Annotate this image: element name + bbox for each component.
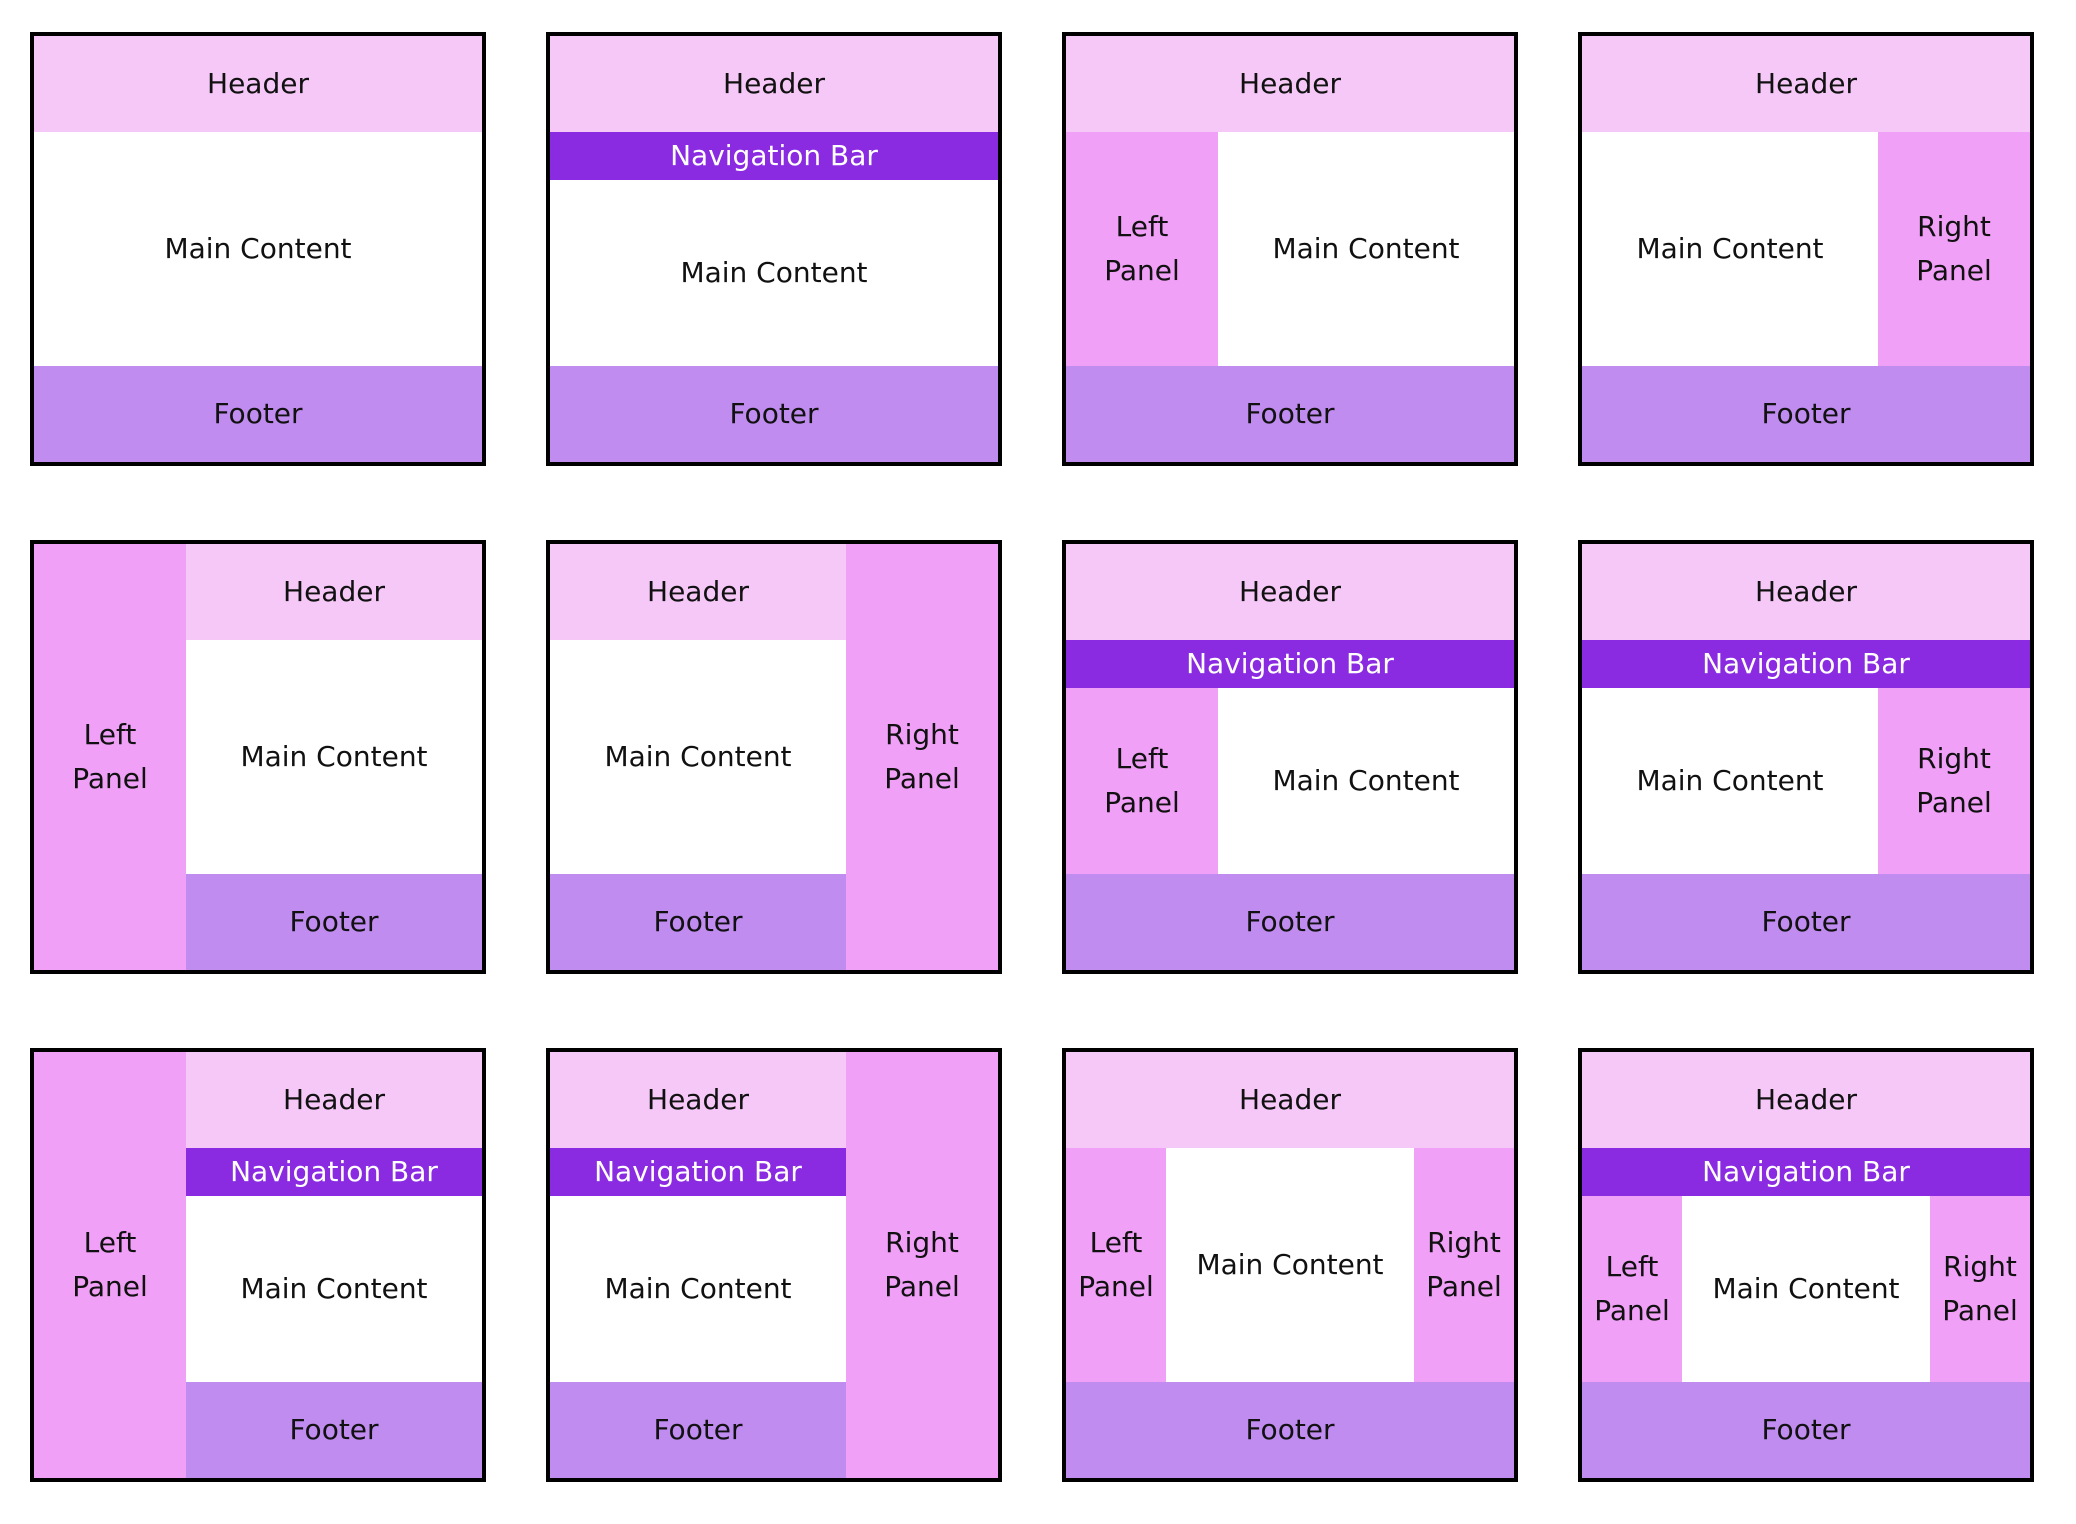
main-content: [1218, 132, 1514, 366]
navigation-bar-label: Navigation Bar: [1702, 647, 1910, 680]
left-panel-label-line-1: Left: [1089, 1226, 1143, 1259]
footer-label: Footer: [1245, 905, 1335, 938]
layout-4: [1578, 32, 2034, 466]
right-panel: [1414, 1148, 1514, 1382]
main-content-label: Main Content: [604, 1272, 792, 1305]
main-content-label: Main Content: [680, 256, 868, 289]
navigation-bar: [550, 1148, 846, 1196]
footer: [1582, 1382, 2030, 1478]
main-content-label: Main Content: [1636, 232, 1824, 265]
main-content: [186, 1196, 482, 1382]
header: [550, 1052, 846, 1148]
right-panel-label-line-2: Panel: [884, 762, 960, 795]
header: [186, 1052, 482, 1148]
footer-label: Footer: [289, 905, 379, 938]
main-content: [34, 132, 482, 366]
main-content-label: Main Content: [604, 740, 792, 773]
header: [1066, 544, 1514, 640]
header: [1582, 36, 2030, 132]
right-panel-label-line-2: Panel: [884, 1270, 960, 1303]
layout-12: [1578, 1048, 2034, 1482]
main-content-label: Main Content: [1712, 1272, 1900, 1305]
header: [550, 36, 998, 132]
main-content-label: Main Content: [1272, 232, 1460, 265]
footer-label: Footer: [1245, 1413, 1335, 1446]
right-panel: [1878, 688, 2030, 874]
right-panel-label-line-2: Panel: [1426, 1270, 1502, 1303]
layout-3: [1062, 32, 1518, 466]
header: [1066, 36, 1514, 132]
navigation-bar: [186, 1148, 482, 1196]
header-label: Header: [647, 1083, 749, 1116]
main-content: [1682, 1196, 1930, 1382]
layout-11: [1062, 1048, 1518, 1482]
navigation-bar: [550, 132, 998, 180]
right-panel-label-line-1: Right: [1917, 742, 1991, 775]
right-panel: [1930, 1196, 2030, 1382]
footer-label: Footer: [653, 905, 743, 938]
main-content: [1218, 688, 1514, 874]
footer-label: Footer: [289, 1413, 379, 1446]
main-content-label: Main Content: [1196, 1248, 1384, 1281]
header-label: Header: [1755, 1083, 1857, 1116]
left-panel-label-line-2: Panel: [1104, 786, 1180, 819]
right-panel-label-line-1: Right: [1917, 210, 1991, 243]
footer-label: Footer: [1761, 397, 1851, 430]
navigation-bar-label: Navigation Bar: [670, 139, 878, 172]
right-panel: [846, 544, 998, 970]
footer: [1066, 1382, 1514, 1478]
right-panel-label-line-2: Panel: [1942, 1294, 2018, 1327]
footer: [1582, 874, 2030, 970]
main-content: [186, 640, 482, 874]
header-label: Header: [1239, 1083, 1341, 1116]
main-content: [1166, 1148, 1414, 1382]
layout-10: [546, 1048, 1002, 1482]
left-panel-label-line-2: Panel: [1078, 1270, 1154, 1303]
footer: [550, 366, 998, 462]
left-panel-label-line-1: Left: [83, 718, 137, 751]
header-label: Header: [1755, 67, 1857, 100]
left-panel-label-line-1: Left: [83, 1226, 137, 1259]
right-panel-label-line-1: Right: [1427, 1226, 1501, 1259]
footer-label: Footer: [729, 397, 819, 430]
main-content-label: Main Content: [240, 740, 428, 773]
header-label: Header: [723, 67, 825, 100]
navigation-bar-label: Navigation Bar: [594, 1155, 802, 1188]
left-panel-label-line-1: Left: [1115, 210, 1169, 243]
layout-2: [546, 32, 1002, 466]
left-panel-label-line-2: Panel: [1104, 254, 1180, 287]
right-panel-label-line-2: Panel: [1916, 254, 1992, 287]
main-content-label: Main Content: [1272, 764, 1460, 797]
main-content-label: Main Content: [240, 1272, 428, 1305]
layout-6: [546, 540, 1002, 974]
navigation-bar: [1582, 640, 2030, 688]
main-content: [550, 640, 846, 874]
navigation-bar-label: Navigation Bar: [1186, 647, 1394, 680]
header-label: Header: [1239, 67, 1341, 100]
layout-1: [30, 32, 486, 466]
footer-label: Footer: [1761, 1413, 1851, 1446]
right-panel: [846, 1052, 998, 1478]
layout-8: [1578, 540, 2034, 974]
header: [1582, 1052, 2030, 1148]
header-label: Header: [1239, 575, 1341, 608]
left-panel-label-line-1: Left: [1115, 742, 1169, 775]
left-panel-label-line-2: Panel: [72, 762, 148, 795]
left-panel: [1582, 1196, 1682, 1382]
main-content-label: Main Content: [164, 232, 352, 265]
layout-7: [1062, 540, 1518, 974]
header: [1582, 544, 2030, 640]
right-panel: [1878, 132, 2030, 366]
main-content: [550, 1196, 846, 1382]
footer-label: Footer: [1245, 397, 1335, 430]
footer: [186, 874, 482, 970]
footer: [1582, 366, 2030, 462]
left-panel: [1066, 1148, 1166, 1382]
main-content: [1582, 688, 1878, 874]
footer-label: Footer: [213, 397, 303, 430]
right-panel-label-line-1: Right: [885, 718, 959, 751]
header-label: Header: [1755, 575, 1857, 608]
navigation-bar-label: Navigation Bar: [230, 1155, 438, 1188]
header: [550, 544, 846, 640]
header: [34, 36, 482, 132]
footer-label: Footer: [653, 1413, 743, 1446]
footer: [550, 874, 846, 970]
main-content: [550, 180, 998, 366]
header-label: Header: [647, 575, 749, 608]
navigation-bar: [1582, 1148, 2030, 1196]
footer: [1066, 366, 1514, 462]
header: [1066, 1052, 1514, 1148]
footer: [34, 366, 482, 462]
layout-5: [30, 540, 486, 974]
footer: [186, 1382, 482, 1478]
navigation-bar: [1066, 640, 1514, 688]
left-panel-label-line-1: Left: [1605, 1250, 1659, 1283]
header-label: Header: [207, 67, 309, 100]
left-panel-label-line-2: Panel: [72, 1270, 148, 1303]
main-content: [1582, 132, 1878, 366]
left-panel: [1066, 132, 1218, 366]
left-panel: [1066, 688, 1218, 874]
footer: [1066, 874, 1514, 970]
header: [186, 544, 482, 640]
right-panel-label-line-1: Right: [885, 1226, 959, 1259]
header-label: Header: [283, 1083, 385, 1116]
right-panel-label-line-1: Right: [1943, 1250, 2017, 1283]
footer-label: Footer: [1761, 905, 1851, 938]
layout-9: [30, 1048, 486, 1482]
navigation-bar-label: Navigation Bar: [1702, 1155, 1910, 1188]
main-content-label: Main Content: [1636, 764, 1824, 797]
right-panel-label-line-2: Panel: [1916, 786, 1992, 819]
left-panel: [34, 1052, 186, 1478]
header-label: Header: [283, 575, 385, 608]
left-panel-label-line-2: Panel: [1594, 1294, 1670, 1327]
footer: [550, 1382, 846, 1478]
left-panel: [34, 544, 186, 970]
